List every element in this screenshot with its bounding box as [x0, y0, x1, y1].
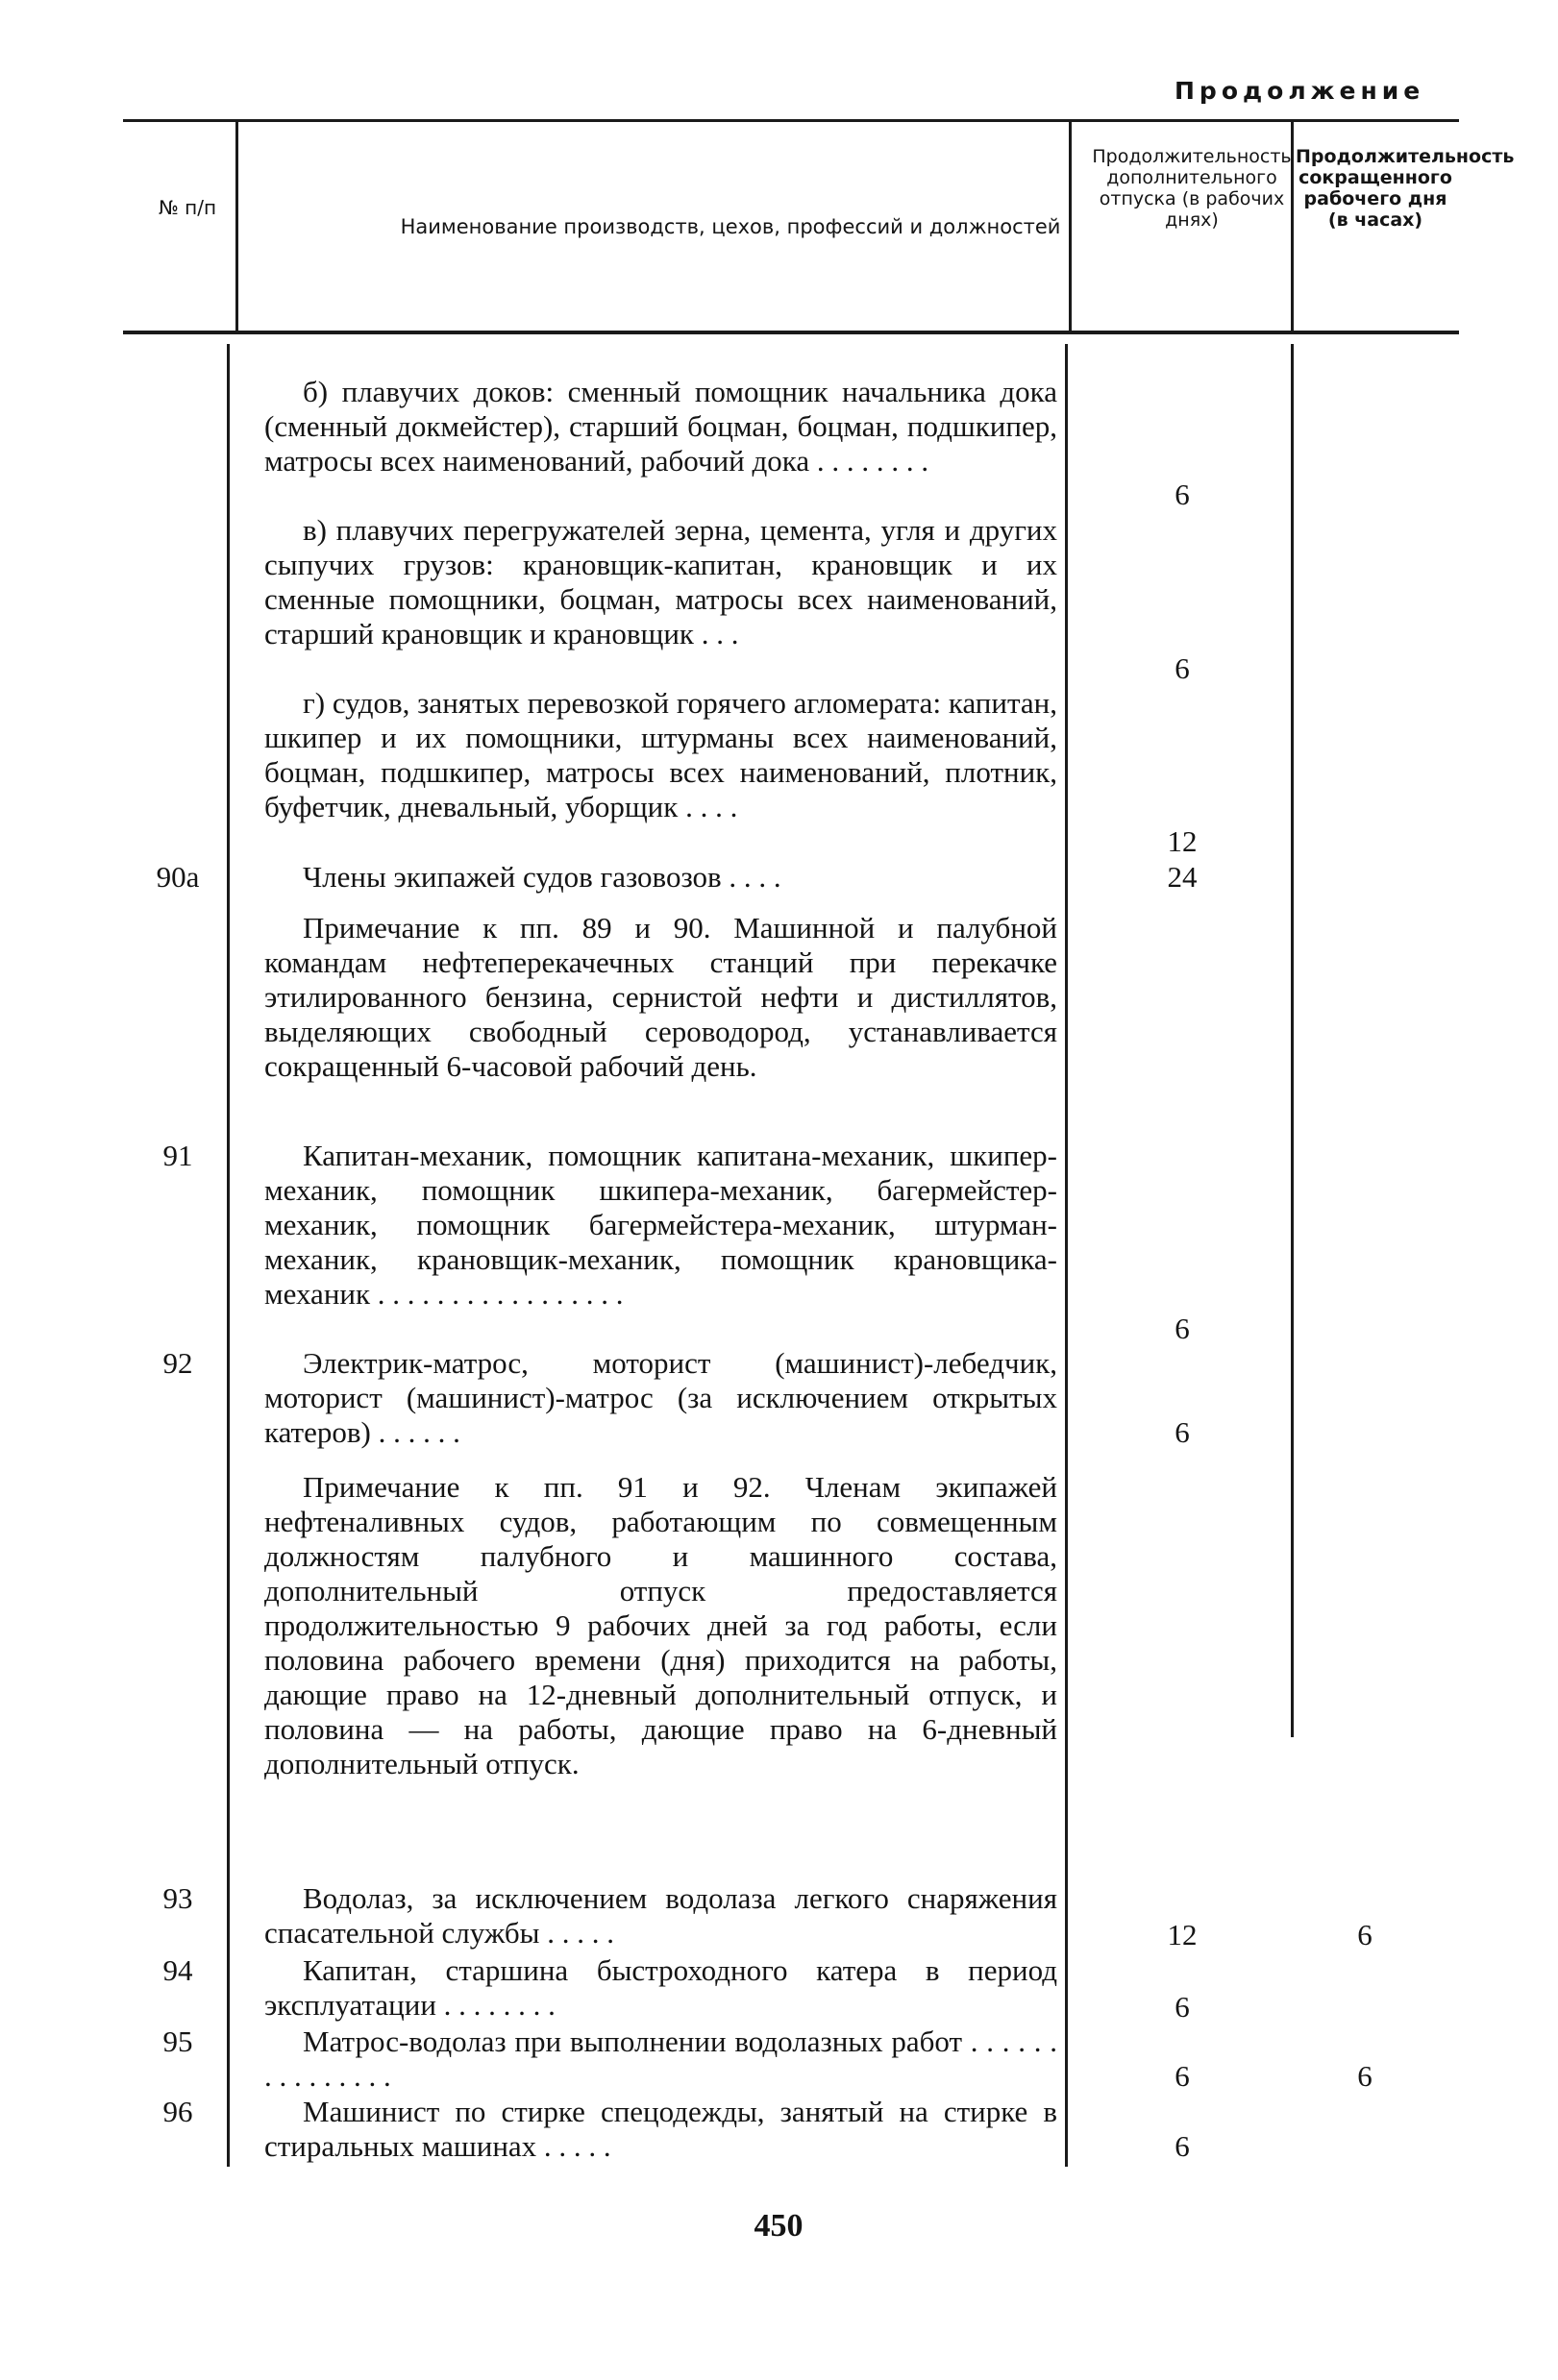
- row-additional-leave: 6: [1175, 1415, 1190, 1449]
- row-additional-leave: 12: [1167, 1918, 1198, 1951]
- row-description: Капитан-механик, помощник капитана-механик, шкипер-механик, помощник шкипера-механик, багермейстер-механик, помощник багермейстера-механик, штурман-механик, крановщик-механик, помощник крановщика-механик . . . . . . . . . . . . . . . . .: [264, 1139, 1057, 1311]
- table-row-text: [264, 1346, 1057, 1450]
- row-additional-leave: 6: [1175, 1312, 1190, 1345]
- header-number: № п/п: [158, 196, 217, 219]
- row-description: Капитан, старшина быстроходного катера в период эксплуатации . . . . . . . .: [264, 1953, 1057, 2022]
- table-row-text: [264, 1470, 1057, 1781]
- row-reduced-day: 6: [1357, 2059, 1373, 2093]
- row-number: 92: [162, 1346, 193, 1380]
- row-additional-leave: 6: [1175, 2129, 1190, 2163]
- row-description: в) плавучих перегружателей зерна, цемента, угля и других сыпучих грузов: крановщик-капитан, крановщик и их сменные помощники, боцман, матросы всех наименований, старший крановщик и крановщик . . .: [264, 513, 1057, 650]
- table-row-text: [264, 375, 1057, 478]
- continuation-label: Продолжение: [1175, 77, 1425, 105]
- row-number: 95: [162, 2024, 193, 2058]
- table-row-text: [264, 1139, 1057, 1312]
- row-description: Члены экипажей судов газовозов . . . .: [303, 860, 781, 894]
- table-row-text: [264, 513, 1057, 651]
- row-description: Электрик-матрос, моторист (машинист)-лебедчик, моторист (машинист)-матрос (за исключением открытых катеров) . . . . . .: [264, 1346, 1057, 1449]
- body-divider-3: [1291, 344, 1294, 1737]
- row-number: 91: [162, 1139, 193, 1172]
- body-divider-2: [1065, 344, 1068, 2167]
- header-divider-1: [235, 122, 238, 331]
- row-additional-leave: 6: [1175, 651, 1190, 685]
- row-description: г) судов, занятых перевозкой горячего агломерата: капитан, шкипер и их помощники, штурманы всех наименований, боцман, подшкипер, матросы всех наименований, плотник, буфетчик, дневальный, уборщик . . . .: [264, 686, 1057, 823]
- row-number: 93: [162, 1881, 193, 1915]
- table-row-text: [264, 2024, 1057, 2094]
- header-additional-leave: Продолжительность дополнительного отпуска (в рабочих днях): [1092, 146, 1292, 231]
- row-note: Примечание к пп. 89 и 90. Машинной и палубной командам нефтеперекачечных станций при перекачке этилированного бензина, сернистой нефти и дистиллятов, выделяющих свободный сероводород, устанавливается сокращенный 6-часовой рабочий день.: [264, 911, 1057, 1083]
- table-row-text: [264, 1953, 1057, 2023]
- row-additional-leave: 6: [1175, 2059, 1190, 2093]
- header-reduced-day: Продолжительность сокращенного рабочего дня (в часах): [1296, 146, 1515, 231]
- table-row-text: [264, 860, 1057, 895]
- row-reduced-day: 6: [1357, 1918, 1373, 1951]
- header-bottom-rule: [123, 331, 1459, 334]
- row-additional-leave: 6: [1175, 1990, 1190, 2024]
- row-description: Водолаз, за исключением водолаза легкого снаряжения спасательной службы . . . . .: [264, 1881, 1057, 1950]
- row-additional-leave: 6: [1175, 478, 1190, 511]
- table-row-text: [264, 1881, 1057, 1951]
- page-number: 450: [754, 2208, 804, 2244]
- row-number: 90а: [156, 860, 200, 894]
- row-additional-leave: 12: [1167, 824, 1198, 858]
- row-number: 96: [162, 2095, 193, 2128]
- row-description: б) плавучих доков: сменный помощник начальника дока (сменный докмейстер), старший боцман, боцман, подшкипер, матросы всех наименований, рабочий дока . . . . . . . .: [264, 375, 1057, 478]
- row-number: 94: [162, 1953, 193, 1987]
- row-description: Матрос-водолаз при выполнении водолазных работ . . . . . . . . . . . . . . .: [264, 2024, 1057, 2093]
- row-description: Машинист по стирке спецодежды, занятый на стирке в стиральных машинах . . . . .: [264, 2095, 1057, 2163]
- row-note: Примечание к пп. 91 и 92. Членам экипажей нефтеналивных судов, работающим по совмещенным должностям палубного и машинного состава, дополнительный отпуск предоставляется продолжительностью 9 рабочих дней за год работы, если половина рабочего времени (дня) приходится на работы, дающие право на 12-дневный дополнительный отпуск, и половина — на работы, дающие право на 6-дневный дополнительный отпуск.: [264, 1470, 1057, 1780]
- table-row-text: [264, 2095, 1057, 2164]
- table-row-text: [264, 686, 1057, 824]
- table-row-text: [264, 911, 1057, 1084]
- header-name: Наименование производств, цехов, профессий и должностей: [400, 215, 1061, 238]
- table-top-rule: [123, 119, 1459, 122]
- row-additional-leave: 24: [1167, 860, 1198, 894]
